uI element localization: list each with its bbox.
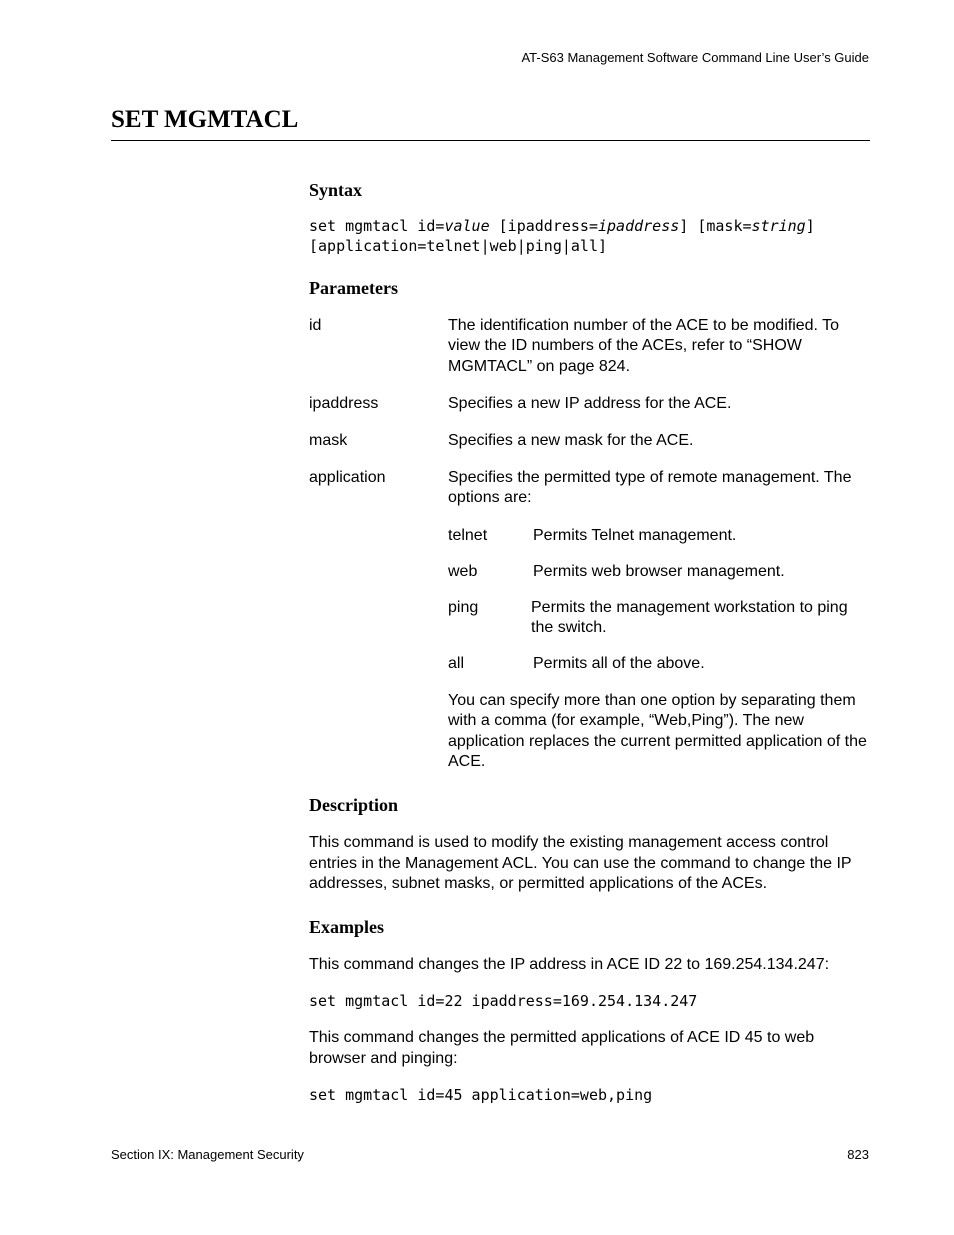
syntax-line-1: set mgmtacl id=value [ipaddress=ipaddress] [mask=string] xyxy=(309,217,815,235)
option-name-web: web xyxy=(448,563,478,580)
title-rule xyxy=(111,140,870,141)
param-desc-application: Specifies the permitted type of remote management. The options are: xyxy=(448,469,852,507)
param-name-application: application xyxy=(309,469,386,486)
param-name-ipaddress: ipaddress xyxy=(309,395,379,412)
example-1-code: set mgmtacl id=22 ipaddress=169.254.134.247 xyxy=(309,992,698,1010)
option-desc-telnet: Permits Telnet management. xyxy=(533,527,737,544)
param-desc-id: The identification number of the ACE to be modified. To view the ID numbers of the ACEs, refer to “SHOW MGMTACL” on page 824. xyxy=(448,317,840,375)
param-name-mask: mask xyxy=(309,432,348,449)
options-note: You can specify more than one option by separating them with a comma (for example, “Web,Ping”). The new application replaces the current permitted application of the ACE. xyxy=(448,692,867,770)
option-name-telnet: telnet xyxy=(448,527,488,544)
param-desc-mask: Specifies a new mask for the ACE. xyxy=(448,432,694,449)
footer-section: Section IX: Management Security xyxy=(111,1147,304,1162)
option-desc-all: Permits all of the above. xyxy=(533,655,705,672)
examples-heading: Examples xyxy=(309,917,385,937)
page-title: SET MGMTACL xyxy=(111,106,299,133)
option-desc-ping: Permits the management workstation to ping the switch. xyxy=(531,599,848,637)
option-name-all: all xyxy=(448,655,465,672)
example-2-code: set mgmtacl id=45 application=web,ping xyxy=(309,1086,653,1104)
option-desc-web: Permits web browser management. xyxy=(533,563,785,580)
example-1-text: This command changes the IP address in ACE ID 22 to 169.254.134.247: xyxy=(309,956,830,973)
syntax-line-2: [application=telnet|web|ping|all] xyxy=(309,237,608,255)
example-2-text: This command changes the permitted applications of ACE ID 45 to web browser and pinging: xyxy=(309,1029,815,1067)
parameters-heading: Parameters xyxy=(309,278,398,298)
syntax-heading: Syntax xyxy=(309,180,363,200)
running-header: AT-S63 Management Software Command Line User’s Guide xyxy=(521,50,869,65)
option-name-ping: ping xyxy=(448,599,479,616)
param-desc-ipaddress: Specifies a new IP address for the ACE. xyxy=(448,395,732,412)
description-text: This command is used to modify the existing management access control entries in the Management ACL. You can use the command to change the IP addresses, subnet masks, or permitted applications of the ACEs. xyxy=(309,834,852,892)
param-name-id: id xyxy=(309,317,322,334)
footer-page-number: 823 xyxy=(847,1147,869,1162)
description-heading: Description xyxy=(309,795,398,815)
